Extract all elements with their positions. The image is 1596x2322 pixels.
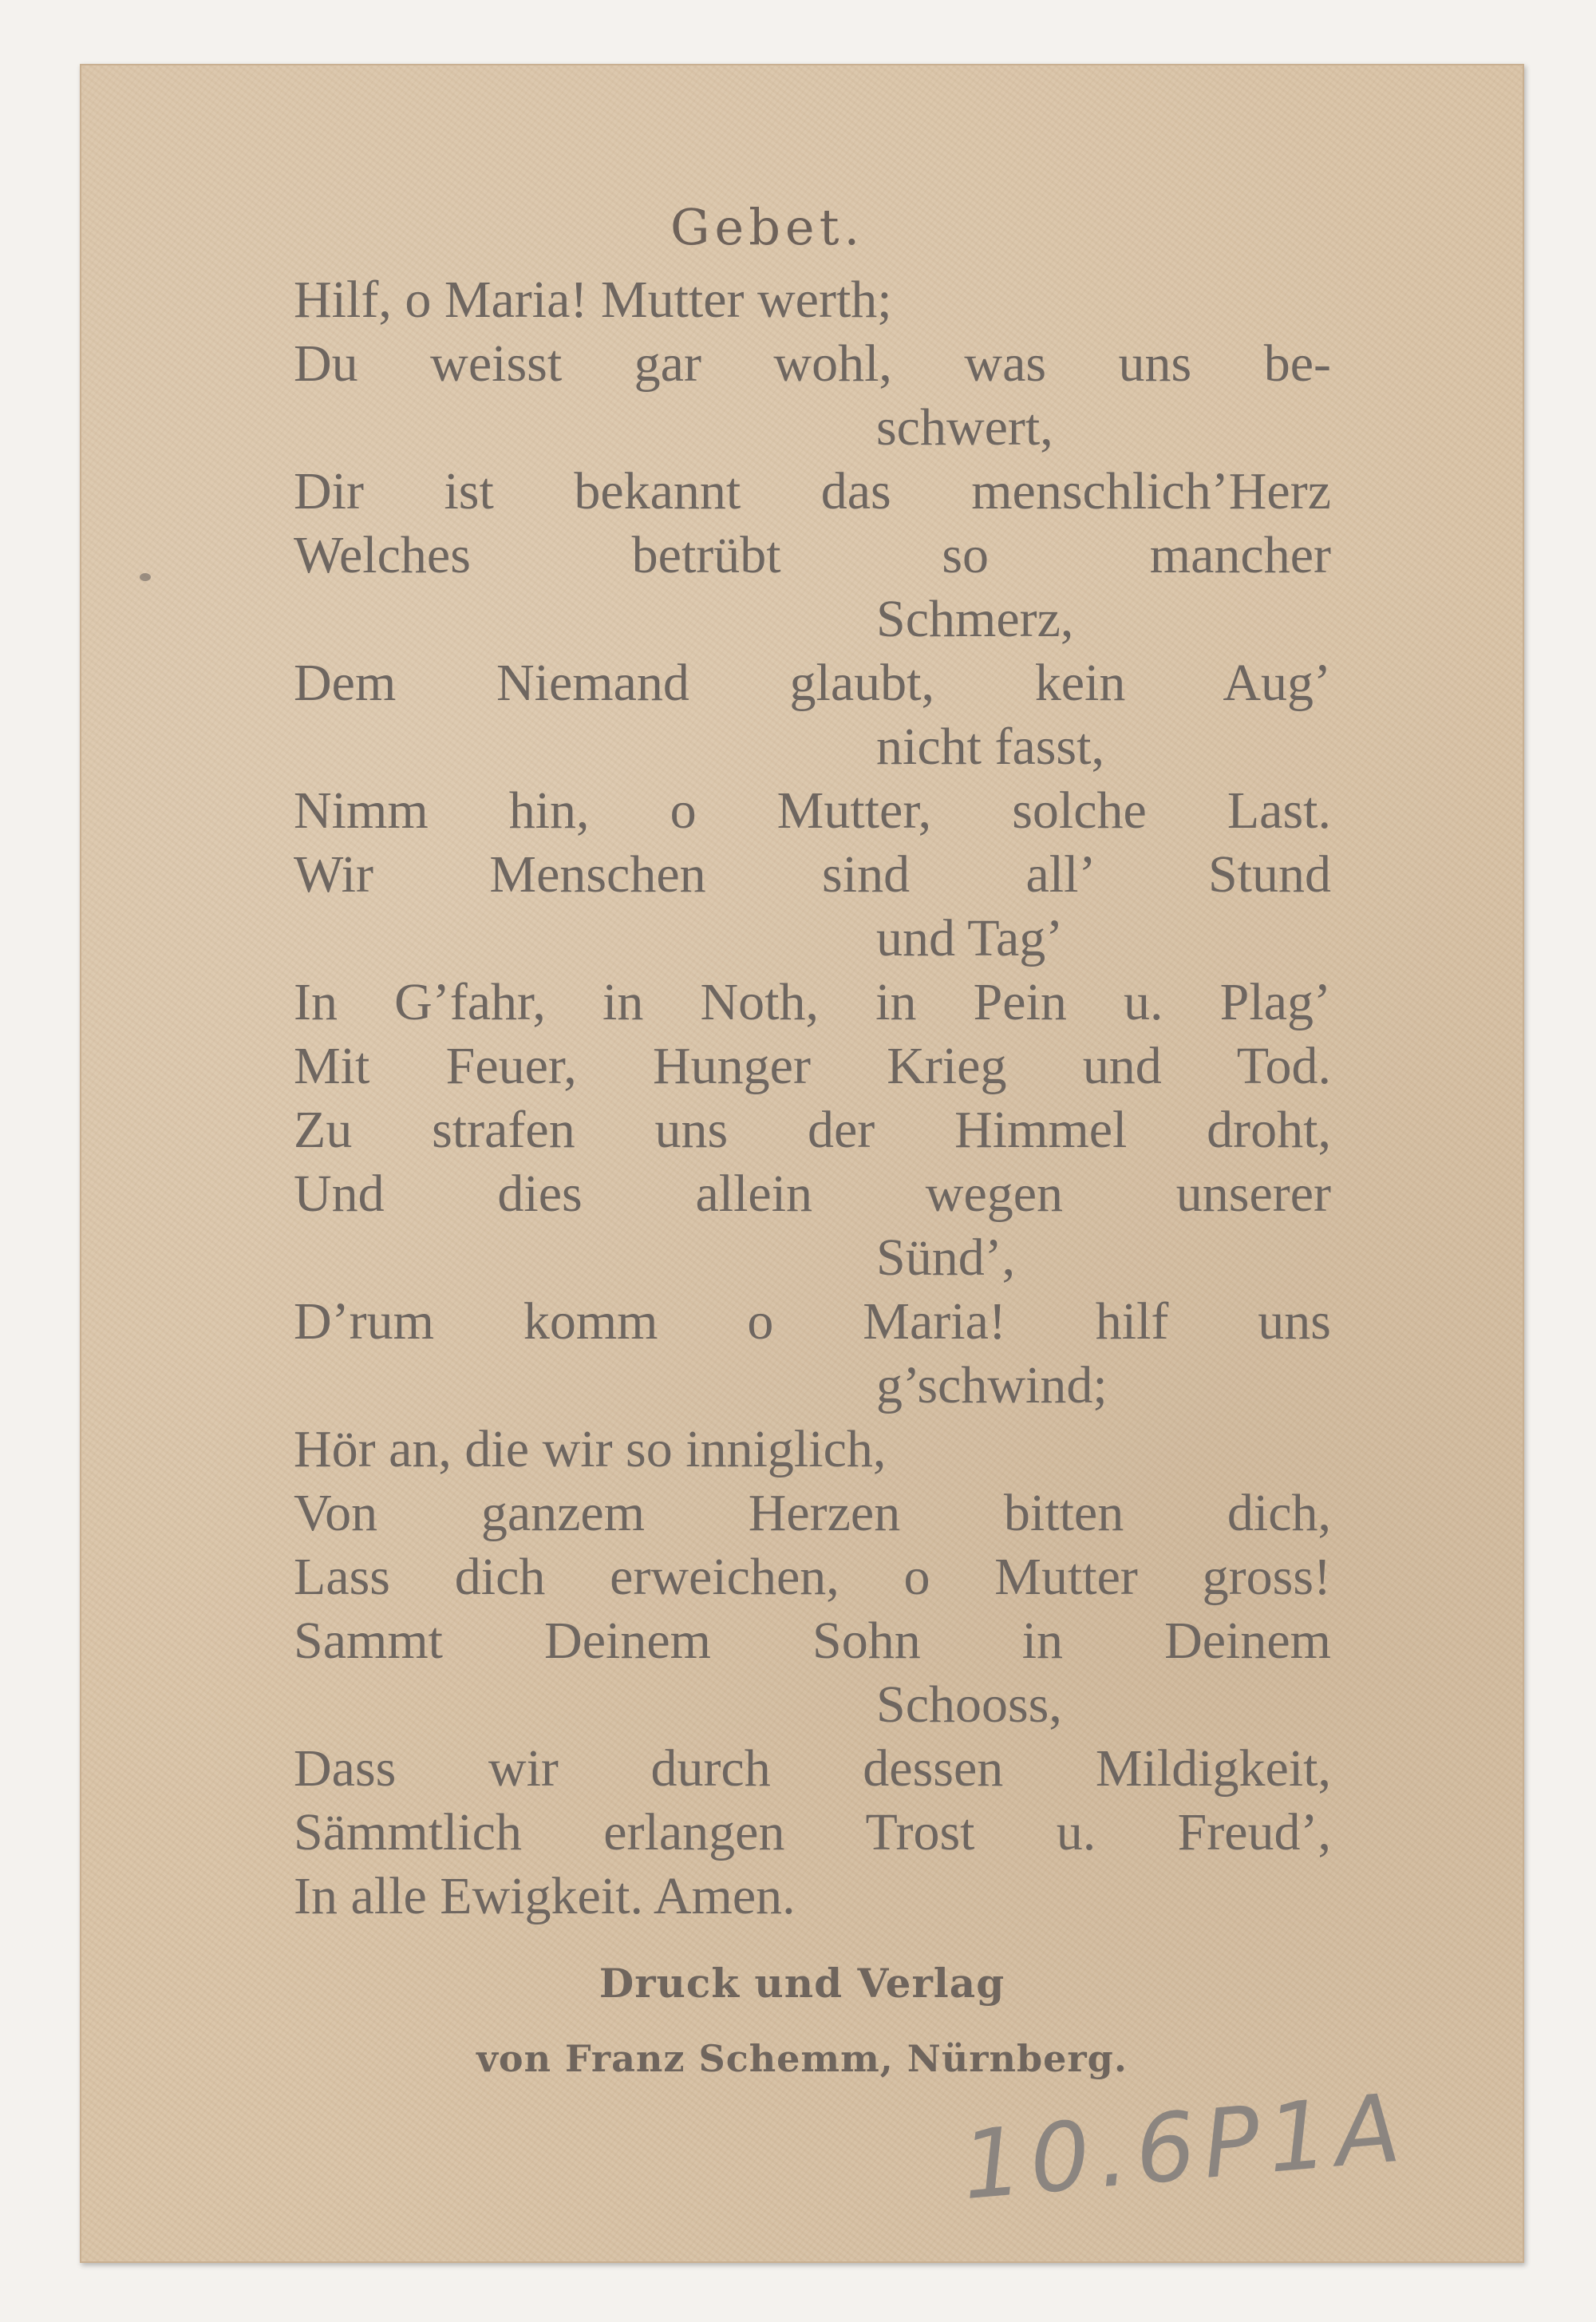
poem-line: Und dies allein wegen unserer — [294, 1165, 1331, 1223]
poem-line: Schmerz, — [876, 590, 1074, 648]
poem-line: Wir Menschen sind all’ Stund — [294, 845, 1331, 904]
poem-line: In G’fahr, in Noth, in Pein u. Plag’ — [294, 973, 1331, 1031]
poem-line: g’schwind; — [876, 1356, 1108, 1414]
poem-line: Dass wir durch dessen Mildigkeit, — [294, 1739, 1331, 1798]
ink-smudge — [140, 573, 151, 581]
poem-line: nicht fasst, — [876, 718, 1104, 776]
imprint-publisher: Druck und Verlag — [598, 1960, 1005, 2007]
poem-line: schwert, — [876, 398, 1053, 457]
poem-line: Mit Feuer, Hunger Krieg und Tod. — [294, 1037, 1331, 1095]
poem-line: Du weisst gar wohl, was uns be- — [294, 334, 1331, 393]
poem-line: Zu strafen uns der Himmel droht, — [294, 1101, 1331, 1159]
poem-line: Sämmtlich erlangen Trost u. Freud’, — [294, 1803, 1331, 1861]
poem-line: Nimm hin, o Mutter, solche Last. — [294, 781, 1331, 840]
imprint-printer-name: von Franz Schemm, Nürnberg. — [476, 2037, 1128, 2080]
poem-line: D’rum komm o Maria! hilf uns — [294, 1292, 1331, 1351]
poem-line: Von ganzem Herzen bitten dich, — [294, 1484, 1331, 1542]
poem-line: und Tag’ — [876, 909, 1064, 967]
archive-pencil-note: 10.6P1A — [958, 2071, 1412, 2221]
poem-line: Hör an, die wir so inniglich, — [294, 1420, 887, 1478]
poem-line: Dem Niemand glaubt, kein Aug’ — [294, 654, 1331, 712]
poem-line: Hilf, o Maria! Mutter werth; — [294, 271, 892, 329]
poem-line: In alle Ewigkeit. Amen. — [294, 1867, 796, 1925]
prayer-card — [80, 64, 1524, 2263]
poem-line: Sammt Deinem Sohn in Deinem — [294, 1612, 1331, 1670]
poem-body — [294, 268, 1331, 1928]
poem-line: Sünd’, — [876, 1228, 1016, 1287]
poem-title: Gebet. — [670, 198, 865, 256]
poem-line: Dir ist bekannt das menschlich’Herz — [294, 462, 1331, 520]
poem-line: Welches betrübt so mancher — [294, 526, 1331, 584]
poem-line: Schooss, — [876, 1675, 1062, 1734]
poem-line: Lass dich erweichen, o Mutter gross! — [294, 1548, 1331, 1606]
